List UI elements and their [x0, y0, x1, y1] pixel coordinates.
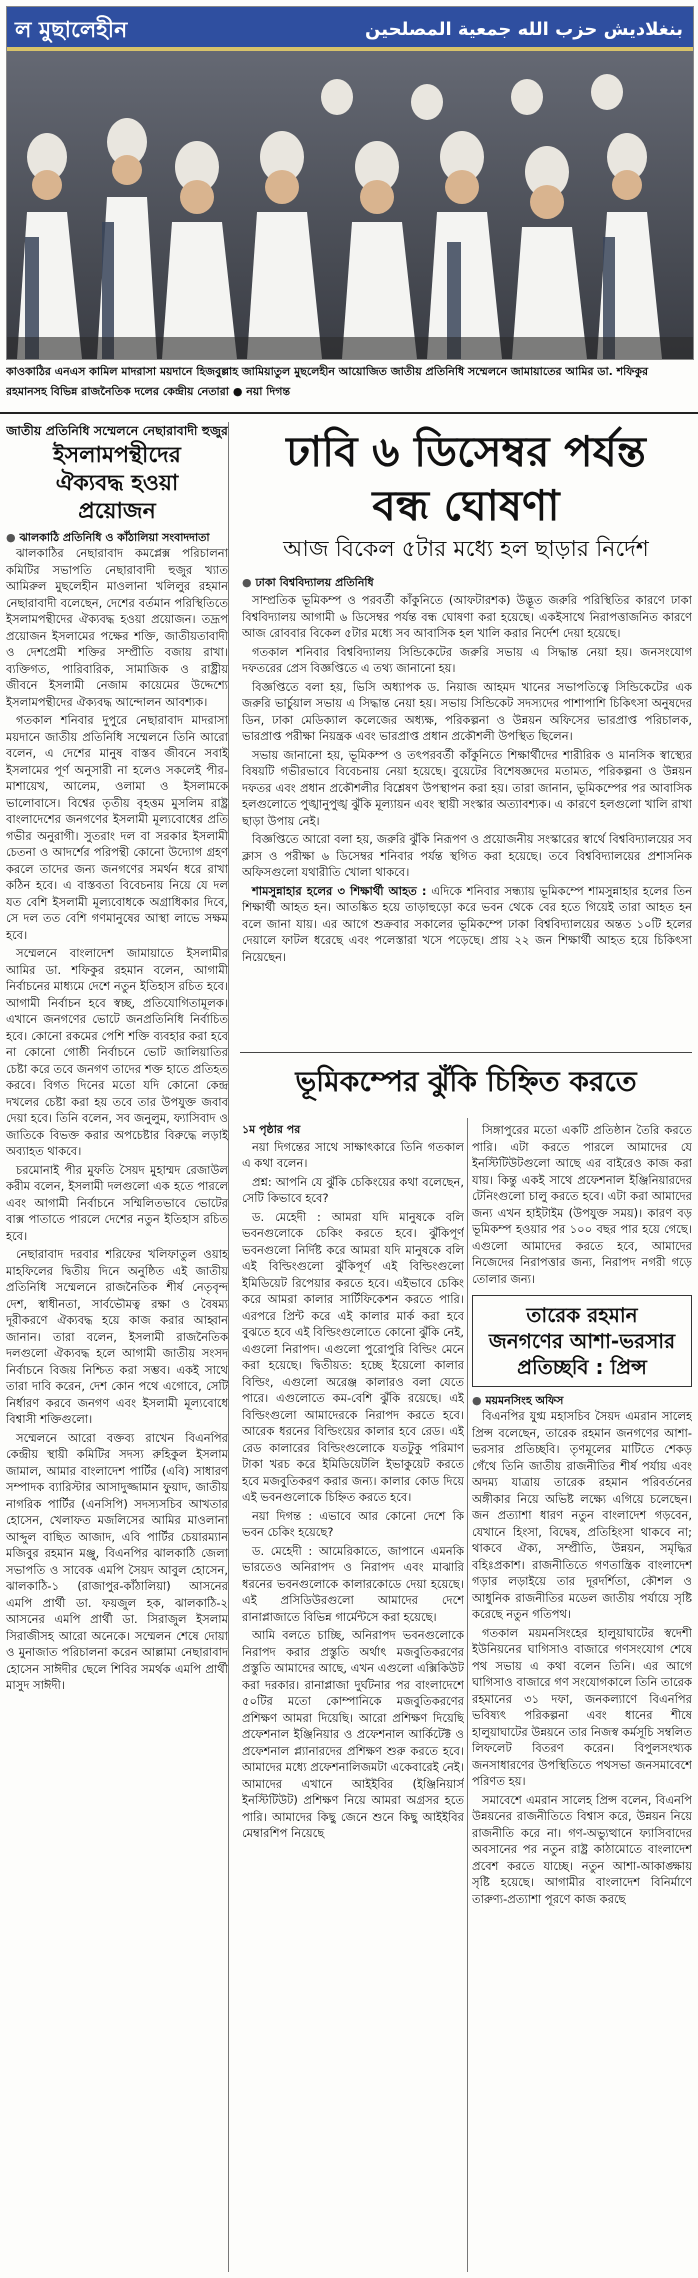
paragraph: নয়া দিগন্ত : এভাবে আর কোনো দেশে কি ভবন চেকিং হয়েছে? [242, 1508, 464, 1539]
paragraph: প্রশ্ন: আপনি যে ঝুঁকি চেকিংয়ের কথা বলেছেন, সেটি কিভাবে হবে? [242, 1174, 464, 1205]
left-headline-line2: ঐক্যবদ্ধ হওয়া [55, 471, 179, 496]
left-byline [6, 530, 228, 545]
subsection-paragraph [242, 883, 692, 966]
stage-photo-illustration [7, 7, 693, 359]
left-headline-line1: ইসলামপন্থীদের [53, 443, 181, 468]
second-headline: ভূমিকম্পের ঝুঁকি চিহ্নিত করতে [295, 1065, 637, 1098]
paragraph: ড. মেহেদী : আমেরিকাতে, জাপানে এমনকি ভারতেও অনিরাপদ ও নিরাপদ এবং মাঝারি ধরনের ভবনগুলোকে কালারকোডে দেয়া হয়েছে। এই প্রসিডিউরগুলো আমাদের দেশে রানাপ্লাজাতে বিভিন্ন গার্মেন্টসে করা হয়েছে। [242, 1543, 464, 1624]
section-divider [240, 1052, 692, 1053]
banner-left-text: ল মুছালেহীন [15, 18, 128, 43]
left-kicker: জাতীয় প্রতিনিধি সম্মেলনে নেছারাবাদী হুজুর [6, 423, 228, 438]
paragraph: গতকাল শনিবার বিশ্ববিদ্যালয় সিন্ডিকেটের জরুরি সভায় এ সিদ্ধান্ত নেয়া হয়। জনসংযোগ দফতরের প্রেস বিজ্ঞপ্তিতে এ তথ্য জানানো হয়। [242, 644, 692, 675]
left-column [6, 422, 229, 2272]
paragraph: বিজ্ঞপ্তিতে বলা হয়, ভিসি অধ্যাপক ড. নিয়াজ আহমদ খানের সভাপতিত্বে সিন্ডিকেটের এক জরুরি ভার্চুয়াল সভায় এ সিদ্ধান্ত নেয়া হয়। সভায় সিন্ডিকেট সদস্যদের পাশাপাশি চিকিৎসা অনুষদের ডিন, ঢাকা মেডিক্যাল কলেজের অধ্যক্ষ, পরিকল্পনা ও উন্নয়ন অফিসের ভারপ্রাপ্ত পরিচালক, ভারপ্রাপ্ত পরীক্ষা নিয়ন্ত্রক এবং ভারপ্রাপ্ত প্রধান প্রকৌশলী উপস্থিত ছিলেন। [242, 679, 692, 743]
paragraph: সমাবেশে এমরান সালেহ প্রিন্স বলেন, বিএনপি উন্নয়নের রাজনীতিতে বিশ্বাস করে, উন্নয়ন নিয়ে রাজনীতি করে না। গণ-অভ্যুত্থানে ফ্যাসিবাদের অবসানের পর নতুন রাষ্ট্র কাঠামোতে বাংলাদেশ প্রবেশ করতে যাচ্ছে। নতুন আশা-আকাঙ্ক্ষায় সৃষ্টি হয়েছে। আগামীর বাংলাদেশ বিনির্মাণে তারুণ্য-প্রত্যাশা পূরণে কাজ করছে [472, 1792, 692, 1906]
third-headline-line2: জনগণের আশা-ভরসার [488, 1329, 676, 1353]
left-body [6, 545, 228, 1694]
bullet-icon: ● [242, 576, 252, 589]
middle-column [242, 1122, 464, 2272]
left-headline-line3: প্রয়োজন [78, 499, 156, 524]
third-headline-line1: তারেক রহমান [526, 1303, 638, 1327]
third-byline [472, 1393, 692, 1408]
paragraph: সম্মেলনে বাংলাদেশ জামায়াতে ইসলামীর আমির ডা. শফিকুর রহমান বলেন, আগামী নির্বাচনের মাধ্যমে দেশে নতুন ইতিহাস রচিত হবে। আগামী নির্বাচন হবে স্বচ্ছ, প্রতিযোগিতামূলক। এখানে জনগণের ভোটে জনপ্রতিনিধি নির্বাচিত হবে। কোনো রকমের পেশি শক্তি ব্যবহার করা হবে না কোনো গোষ্ঠী নির্বাচনে ভোট জালিয়াতির চেষ্টা করে তবে জনগণ তাদের শক্ত হাতে প্রতিহত করবে। বিগত দিনের মতো যদি কোনো কেন্দ্র দখলের চেষ্টা করা হয় তবে তার উপযুক্ত জবাব দেয়া হবে। তিনি বলেন, সব জনুলুম, ফ্যাসিবাদ ও জাতিকে বিভক্ত করার অপচেষ্টার বিরুদ্ধে লড়াই অব্যাহত থাকবে। [6, 946, 228, 1158]
third-byline-text: ময়মনসিংহ অফিস [485, 1394, 564, 1407]
subsection-text: এদিকে শনিবার সন্ধ্যায় ভূমিকম্পে শামসুন্নাহার হলের তিন শিক্ষার্থী আহত হন। আতঙ্কিত হয়ে তাড়াহুড়ো করে ভবন থেকে বের হতে গিয়েই তারা আহত হন বলে জানা যায়। এর আগে শুক্রবার সকালের ভূমিকম্পে ঢাকা বিশ্ববিদ্যালয়ের অন্তত ১০টি হলের দেয়ালে ফাটল ধরেছে এবং পলেস্তারা খসে পড়েছে। প্রায় ২২ জন শিক্ষার্থী আহত হয়ে চিকিৎসা নিয়েছেন। [242, 883, 692, 964]
paragraph: নয়া দিগন্তের সাথে সাক্ষাৎকারে তিনি গতকাল এ কথা বলেন। [242, 1139, 464, 1170]
bullet-icon: ● [6, 531, 16, 544]
paragraph: ড. মেহেদী : আমরা যদি মানুষকে বলি ভবনগুলোকে চেকিং করতে হবে। ঝুঁকিপূর্ণ ভবনগুলো নির্দিষ্ট করে আমরা যদি মানুষকে বলি এই বিল্ডিংগুলো ঝুঁকিপূর্ণ এই বিল্ডিংগুলো ইমিডিয়েট রিপেয়ার করতে হবে। এইভাবে চেকিং করে আমরা কালার সার্টিফিকেশন করতে পারি। এরপরে প্রিন্ট করে এই কালার মার্ক করা হবে বুঝতে হবে এই বিল্ডিংগুলোতে কোনো ঝুঁকি নেই, এগুলো নিরাপদ। এগুলো পুরোপুরি বিল্ডিং মেনে করা হয়েছে। দ্বিতীয়ত: হচ্ছে ইয়েলো কালার বিল্ডিং, এগুলো অরেঞ্জ কালারও বলা যেতে পারে। এগুলোতে কম-বেশি ঝুঁকি রয়েছে। এই বিল্ডিংগুলো আমাদেরকে নিরাপদ করতে হবে। আরেক ধরনের বিল্ডিংয়ের কালার হবে রেড। এই রেড কালারের বিল্ডিংগুলোকে যতটুকু পরিমাণ টাকা খরচ করে ইমিডিয়েটলি ইভাকুয়েট করতে হবে মজবুতিকরণ করার জন্য। কালার কোড দিয়ে এই ভবনগুলোকে চিহ্নিত করতে হবে। [242, 1209, 464, 1504]
subsection-label: শামসুন্নাহার হলের ৩ শিক্ষার্থী আহত : [252, 883, 427, 898]
lead-headline-line1: ঢাবি ৬ ডিসেম্বর পর্যন্ত [286, 427, 646, 476]
photo-caption: কাওকাঠির এনএস কামিল মাদরাসা ময়দানে হিজবুল্লাহ জামিয়াতুল মুছলেহীন আয়োজিত জাতীয় প্রতিনিধি সম্মেলনে জামায়াতের আমির ডা. শফিকুর রহমানসহ বিভিন্ন রাজনৈতিক দলের কেন্দ্রীয় নেতারা ● নয়া দিগন্ত [6, 365, 649, 398]
bullet-icon: ● [472, 1394, 482, 1407]
paragraph: চরমোনাই পীর মুফতি সৈয়দ মুহাম্মদ রেজাউল করীম বলেন, ইসলামী দলগুলো এক হতে পারলে এবং আগামী নির্বাচনে সম্মিলিতভাবে ভোটের বাক্স পাতাতে পারলে দেশের নতুন ইতিহাস রচিত হবে। [6, 1162, 228, 1243]
lead-byline [242, 575, 692, 590]
lead-byline-text: ঢাকা বিশ্ববিদ্যালয় প্রতিনিধি [255, 576, 374, 589]
lead-body [242, 575, 692, 1050]
third-headline-box [472, 1295, 692, 1387]
paragraph: নেছারাবাদ দরবার শরিফের খলিফাতুল ওয়াহ মাহফিলের দ্বিতীয় দিনে অনুষ্ঠিত এই জাতীয় প্রতিনিধি সম্মেলনে রাজনৈতিক শীর্ষ নেতৃবৃন্দ দেশ, স্বাধীনতা, সার্বভৌমত্ব রক্ষা ও বৈষম্য দূরীকরণে ঐক্যবদ্ধ হয়ে কাজ করার আহ্বান জানান। তারা বলেন, ইসলামী রাজনৈতিক দলগুলো ঐক্যবদ্ধ হলে আগামী জাতীয় সংসদ নির্বাচনে বিজয় নিশ্চিত করা সম্ভব। একই সাথে তারা দাবি করেন, দেশ কোন পথে এগোবে, সেটি নির্ধারণ করবে জনগণ এবং ইসলামী মূল্যবোধে বিশ্বাসী শক্তিগুলো। [6, 1247, 228, 1426]
left-headline [6, 442, 228, 526]
paragraph: বিজ্ঞপ্তিতে আরো বলা হয়, জরুরি ঝুঁকি নিরূপণ ও প্রয়োজনীয় সংস্কারের স্বার্থে বিশ্ববিদ্যালয়ের সব ক্লাস ও পরীক্ষা ৬ ডিসেম্বর শনিবার পর্যন্ত স্থগিত করা হয়েছে। তবে বিশ্ববিদ্যালয়ের প্রশাসনিক অফিসগুলো যথারীতি খোলা থাকবে। [242, 832, 692, 879]
lead-headline [240, 425, 692, 533]
paragraph: গতকাল শনিবার দুপুরে নেছারাবাদ মাদরাসা ময়দানে জাতীয় প্রতিনিধি সম্মেলনে তিনি আরো বলেন, এ দেশের মানুষ বাস্তব জীবনে সবাই ইসলামের পূর্ণ অনুসারী না হলেও সকলেই পীর-মাশায়েখ, আলেম, ওলামা ও ইসলামকে ভালোবাসে। বিশ্বের তৃতীয় বৃহত্তম মুসলিম রাষ্ট্র বাংলাদেশের জনগণের ইসলামী মূল্যবোধের প্রতি গভীর অনুরাগী। সুতরাং দল বা সরকার ইসলামী চেতনা ও আদর্শের পরিপন্থী কোনো উদ্যোগ গ্রহণ করলে তাদের জন্য জনগণের সমর্থন ধরে রাখা কঠিন হবে। এ বাস্তবতা বিবেচনায় নিয়ে যে দল যত বেশি ইসলামী মূল্যবোধকে অগ্রাধিকার দিবে, সে দল তত বেশি গণমানুষের আস্থা লাভে সক্ষম হবে। [6, 713, 228, 942]
paragraph: বিএনপির যুগ্ম মহাসচিব সৈয়দ এমরান সালেহ প্রিন্স বলেছেন, তারেক রহমান জনগণের আশা-ভরসার প্রতিচ্ছবি। তৃণমূলের মাটিতে শেকড় গেঁথে তিনি জাতীয় রাজনীতির শীর্ষ পর্যায় এবং অদম্য যাত্রায় তারেক রহমান পরিবর্তনের অঙ্গীকার নিয়ে অভিষ্ট লক্ষ্যে এগিয়ে চলেছেন। জন প্রত্যাশা ধারণ নতুন বাংলাদেশ গড়বেন, যেখানে হিংসা, বিদ্বেষ, প্রতিহিংসা থাকবে না; থাকবে ঐক্য, সম্প্রীতি, উন্নয়ন, সমৃদ্ধির বহিঃপ্রকাশ। রাজনীতিতে গণতান্ত্রিক বাংলাদেশ গড়ার লড়াইয়ে তার দূরদর্শিতা, কৌশল ও আধুনিক রাজনীতির মডেল জাতীয় পর্যায়ে সৃষ্টি করেছে নতুন গতিপথ। [472, 1409, 692, 1621]
banner-right-text: بنغلاديش حزب الله جمعية المصلحين [365, 19, 683, 40]
paragraph: ঝালকাঠির নেছারাবাদ কমপ্লেক্স পরিচালনা কমিটির সভাপতি নেছারাবাদী হুজুর খ্যাত আমিরুল মুছলেহীন মাওলানা খলিলুর রহমান নেছারাবাদী বলেছেন, দেশের বর্তমান পরিস্থিতিতে ইসলামপন্থীদের ঐক্যবদ্ধ হওয়া প্রয়োজন। তদ্রূপ প্রয়োজন ইসলামের পক্ষের শক্তি, জাতীয়তাবাদী ও দেশপ্রেমী শক্তির সম্প্রীতি বজায় রাখা। ব্যক্তিগত, পারিবারিক, সামাজিক ও রাষ্ট্রীয় জীবনে ইসলামী নেজাম কায়েমের উদ্দেশ্যে ইসলামপন্থীদের ঐক্যবদ্ধ আন্দোলন আবশ্যক। [6, 546, 228, 709]
right-column [472, 1122, 692, 2272]
continued-label: ১ম পৃষ্ঠার পর [242, 1123, 301, 1136]
section-rule [0, 412, 698, 414]
column-divider [467, 1118, 468, 2272]
paragraph: সভায় জানানো হয়, ভূমিকম্প ও তৎপরবর্তী কাঁকুনিতে শিক্ষার্থীদের শারীরিক ও মানসিক স্বাস্থ্যের বিষয়টি গভীরভাবে বিবেচনায় নেয়া হয়েছে। বুয়েটের বিশেষজ্ঞদের মতামত, পরিকল্পনা ও উন্নয়ন দফতর এবং প্রধান প্রকৌশলীর বিশ্লেষণ উপস্থাপন করা হয়। তারা জানান, ভূমিকম্পের পর আবাসিক হলগুলোতে পুঙ্খানুপুঙ্খ ঝুঁকি মূল্যায়ন এবং স্থায়ী সংস্কার অত্যাবশ্যক। এ কারণে হলগুলো খালি রাখা ছাড়া উপায় নেই। [242, 747, 692, 828]
third-headline-line3: প্রতিচ্ছবি : প্রিন্স [517, 1355, 647, 1379]
lead-headline-line2: বন্ধ ঘোষণা [372, 481, 560, 530]
paragraph: গতকাল ময়মনসিংহের হালুয়াঘাটের স্বদেশী ইউনিয়নের ঘাগিসাও বাজারে গণসংযোগ শেষে পথ সভায় এ কথা বলেন তিনি। এর আগে ঘাগিসাও বাজারে গণ সংযোগকালে তিনি তারেক রহমানের ৩১ দফা, জনকল্যাণে বিএনপির ভবিষ্যৎ পরিকল্পনা এবং ধানের শীষে হালুয়াঘাটের উন্নয়নে তার নিজস্ব কর্মসূচি সম্বলিত লিফলেট বিতরণ করেন। বিপুলসংখ্যক জনসাধারণের উপস্থিতিতে পথসভা জনসমাবেশে পরিণত হয়। [472, 1625, 692, 1788]
conference-photo [6, 6, 694, 360]
paragraph: সম্মেলনে আরো বক্তব্য রাখেন বিএনপির কেন্দ্রীয় স্থায়ী কমিটির সদস্য রুহিকুল ইসলাম জামাল, আমার বাংলাদেশ পার্টির (এবি) সাধারণ সম্পাদক ব্যারিস্টার আসাদুজ্জামান ফুয়াদ, জাতীয় নাগরিক পার্টির (এনসিপি) সদস্যসচিব আখতার হোসেন, খেলাফত মজলিসের আমির মাওলানা আব্দুল বাছিত আজাদ, এবি পার্টির চেয়ারম্যান মজিবুর রহমান মঞ্জু, বিএনপির ঝালকাঠি জেলা সভাপতি ও সাবেক এমপি সৈয়দ আবুল হোসেন, ঝালকাঠি-১ (রাজাপুর-কাঁঠালিয়া) আসনের এমপি প্রার্থী ডা. ফয়জুল হক, ঝালকাঠি-২ আসনের এমপি প্রার্থী ডা. সিরাজুল ইসলাম সিরাজীসহ আরো অনেকে। সম্মেলন শেষে দোয়া ও মুনাজাত পরিচালনা করেন আল্লামা নেছারাবাদ হোসেন সাঈদীর ছেলে শিবির সমর্থক এমপি প্রার্থী মাসুদ সাঈদী। [6, 1430, 228, 1692]
paragraph: আমি বলতে চাচ্ছি, অনিরাপদ ভবনগুলোকে নিরাপদ করার প্রস্তুতি অর্থাৎ মজবুতিকরণের প্রস্তুতি আমাদের আছে, এখন এগুলো এক্সিকিউট করা দরকার। রানাপ্লাজা দুর্ঘটনার পর বাংলাদেশে ৫০টির মতো কোম্পানিকে মজবুতিকরণের প্রশিক্ষণ আমরা দিয়েছি। আরো প্রশিক্ষণ দিয়েছি প্রফেশনাল ইঞ্জিনিয়ার ও প্রফেশনাল আর্কিটেক্ট ও প্রফেশনাল প্ল্যানারদের প্রশিক্ষণ শুরু করতে হবে। আমাদের মধ্যে প্রফেশনালিজমটা একেবারেই নেই। আমাদের এখানে আইইবির (ইঞ্জিনিয়ার্স ইনস্টিটিউট) প্রশিক্ষণ নিয়ে আমরা অগ্রসর হতে পারি। আমাদের কিছু জেনে শুনে কিছু আইইবির মেম্বারশিপ নিয়েছে [242, 1628, 464, 1840]
paragraph: সিঙ্গাপুরের মতো একটি প্রতিষ্ঠান তৈরি করতে পারি। এটা করতে পারলে আমাদের যে ইনস্টিটিউটগুলো আছে এর বাইরেও কাজ করা যায়। কিন্তু একই সাথে প্রফেশনাল ইঞ্জিনিয়ারদের টেনিংগুলো চালু করতে হবে। এটা করা আমাদের জন্য এখন হাইটাইম (উপযুক্ত সময়)। কারণ বড় ভূমিকম্প হওয়ার পর ১০০ বছর পার হয়ে গেছে। এগুলো আমাদের করতে হবে, আমাদের নিজেদের নিরাপত্তার জন্য, নিরাপদ নগরী গড়ে তোলার জন্য। [472, 1123, 692, 1286]
left-byline-text: ঝালকাঠি প্রতিনিধি ও কাঁঠালিয়া সংবাদদাতা [19, 531, 210, 544]
paragraph: সাম্প্রতিক ভূমিকম্প ও পরবর্তী কাঁকুনিতে (আফটারশক) উদ্ভূত জরুরি পরিস্থিতির কারণে ঢাকা বিশ্ববিদ্যালয় আগামী ৬ ডিসেম্বর পর্যন্ত বন্ধ ঘোষণা করা হয়েছে। একইসাথে নিরাপত্তাজনিত কারণে আজ রোববার বিকেল ৫টার মধ্যে সব আবাসিক হল খালি করার নির্দেশ দেয়া হয়েছে। [242, 593, 692, 640]
lead-subheadline: আজ বিকেল ৫টার মধ্যে হল ছাড়ার নির্দেশ [283, 537, 649, 562]
